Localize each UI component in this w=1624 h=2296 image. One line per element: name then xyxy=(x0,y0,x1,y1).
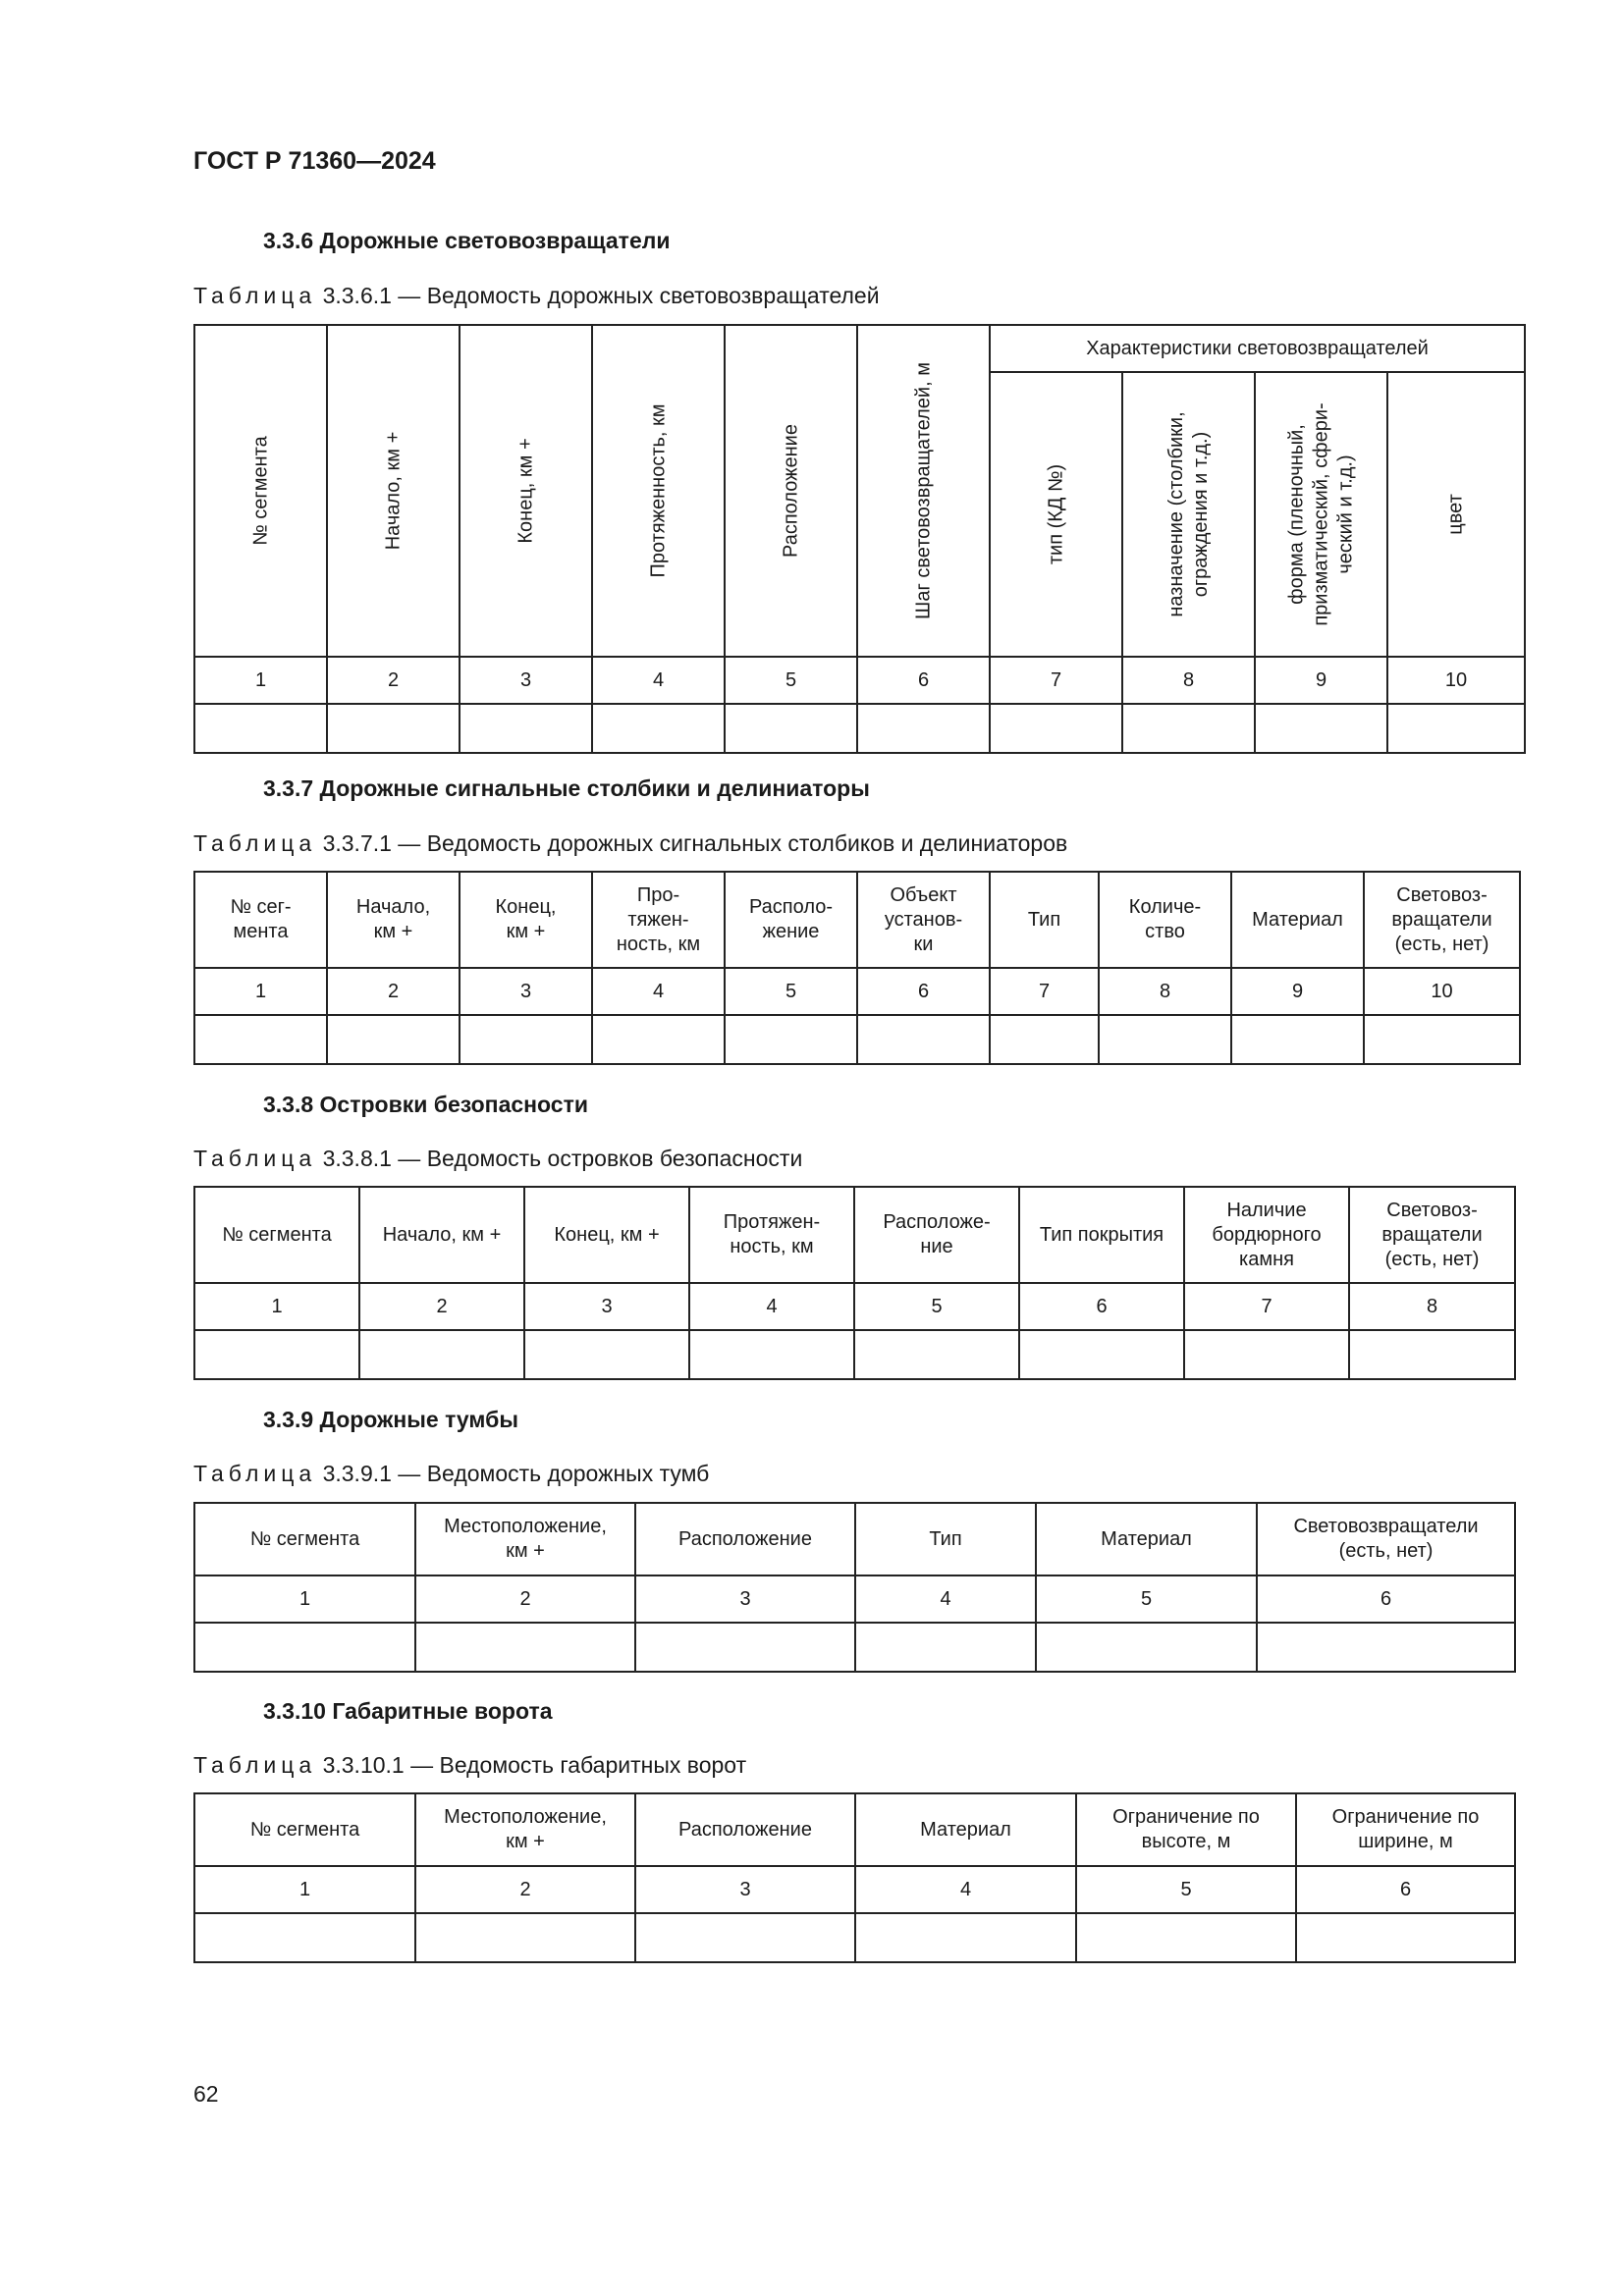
empty-cell xyxy=(857,1015,990,1064)
column-header: Объект установ- ки xyxy=(857,872,990,968)
column-number: 5 xyxy=(725,657,857,704)
table-caption-3-3-10-1 xyxy=(193,1752,746,1779)
caption-text: 3.3.9.1 — Ведомость дорожных тумб xyxy=(316,1461,710,1486)
column-header: Располо- жение xyxy=(725,872,857,968)
empty-cell xyxy=(855,1913,1076,1962)
column-number: 5 xyxy=(1076,1866,1296,1913)
caption-text: 3.3.8.1 — Ведомость островков безопасности xyxy=(316,1146,803,1171)
empty-cell xyxy=(1099,1015,1231,1064)
column-header xyxy=(460,325,592,657)
column-header: Местоположение, км + xyxy=(415,1793,635,1866)
table-caption-3-3-7-1 xyxy=(193,830,1067,857)
column-number: 9 xyxy=(1255,657,1387,704)
column-number: 4 xyxy=(592,968,725,1015)
column-header: Расположе- ние xyxy=(854,1187,1019,1283)
column-number: 1 xyxy=(194,968,327,1015)
column-header: № сегмента xyxy=(194,1793,415,1866)
column-header xyxy=(990,372,1122,657)
column-number: 6 xyxy=(857,657,990,704)
empty-cell xyxy=(1296,1913,1515,1962)
header-rotator xyxy=(1256,373,1386,656)
column-header: Протяжен- ность, км xyxy=(689,1187,854,1283)
column-number: 8 xyxy=(1349,1283,1515,1330)
column-header: Конец, км + xyxy=(460,872,592,968)
column-header-label: Протяженность, км xyxy=(647,403,669,578)
table-3-3-8-1 xyxy=(193,1186,1516,1380)
header-rotator xyxy=(858,326,989,656)
empty-cell xyxy=(592,1015,725,1064)
column-number: 3 xyxy=(460,657,592,704)
caption-prefix: Таблица xyxy=(193,1461,317,1486)
column-header-label: Шаг световозвращателей, м xyxy=(912,362,934,619)
empty-cell xyxy=(415,1623,635,1672)
column-header xyxy=(857,325,990,657)
empty-cell xyxy=(1257,1623,1515,1672)
column-header xyxy=(1122,372,1255,657)
column-number: 3 xyxy=(635,1866,855,1913)
column-header: Тип xyxy=(990,872,1099,968)
table-3-3-9-1 xyxy=(193,1502,1516,1673)
empty-cell xyxy=(359,1330,524,1379)
column-number: 7 xyxy=(990,657,1122,704)
section-title-3-3-9: 3.3.9 Дорожные тумбы xyxy=(263,1407,518,1432)
column-header xyxy=(194,325,327,657)
caption-prefix: Таблица xyxy=(193,1146,317,1171)
column-header-label: Начало, км + xyxy=(382,431,404,551)
header-rotator xyxy=(726,326,856,656)
column-header-label: Конец, км + xyxy=(514,438,536,544)
column-number: 2 xyxy=(415,1866,635,1913)
column-number: 5 xyxy=(1036,1575,1257,1623)
column-number: 7 xyxy=(1184,1283,1349,1330)
column-header xyxy=(1387,372,1525,657)
table-caption-3-3-8-1 xyxy=(193,1146,802,1172)
column-header: Ограничение по ширине, м xyxy=(1296,1793,1515,1866)
column-number: 3 xyxy=(524,1283,689,1330)
empty-cell xyxy=(524,1330,689,1379)
column-header: Материал xyxy=(1231,872,1364,968)
caption-prefix: Таблица xyxy=(193,283,317,308)
empty-cell xyxy=(855,1623,1036,1672)
column-header: Местоположение, км + xyxy=(415,1503,635,1575)
header-rotator xyxy=(328,326,459,656)
column-header-label: № сегмента xyxy=(249,436,271,546)
column-number: 6 xyxy=(1257,1575,1515,1623)
empty-cell xyxy=(725,1015,857,1064)
column-header xyxy=(725,325,857,657)
empty-cell xyxy=(1231,1015,1364,1064)
empty-cell xyxy=(1036,1623,1257,1672)
empty-cell xyxy=(194,1623,415,1672)
column-number: 1 xyxy=(194,657,327,704)
empty-cell xyxy=(460,1015,592,1064)
header-rotator xyxy=(460,326,591,656)
column-number: 4 xyxy=(592,657,725,704)
empty-cell xyxy=(1387,704,1525,753)
table-caption-3-3-6-1 xyxy=(193,283,880,309)
header-rotator xyxy=(195,326,326,656)
column-header: № сегмента xyxy=(194,1187,359,1283)
caption-text: 3.3.7.1 — Ведомость дорожных сигнальных столбиков и делиниаторов xyxy=(316,830,1068,856)
column-header: Количе- ство xyxy=(1099,872,1231,968)
column-number: 4 xyxy=(855,1866,1076,1913)
empty-cell xyxy=(990,704,1122,753)
column-number: 5 xyxy=(854,1283,1019,1330)
column-header: Расположение xyxy=(635,1793,855,1866)
empty-cell xyxy=(194,1913,415,1962)
section-title-3-3-10: 3.3.10 Габаритные ворота xyxy=(263,1698,553,1724)
table-3-3-10-1 xyxy=(193,1792,1516,1963)
column-number: 4 xyxy=(689,1283,854,1330)
column-number: 3 xyxy=(635,1575,855,1623)
column-header-label: форма (пленочный, призматический, сфери- ческий и т.д.) xyxy=(1285,402,1356,626)
column-header: Материал xyxy=(855,1793,1076,1866)
section-title-3-3-6: 3.3.6 Дорожные световозвращатели xyxy=(263,228,671,253)
column-number: 8 xyxy=(1122,657,1255,704)
column-number: 6 xyxy=(857,968,990,1015)
empty-cell xyxy=(725,704,857,753)
section-title-3-3-7: 3.3.7 Дорожные сигнальные столбики и делиниаторы xyxy=(263,775,870,801)
empty-cell xyxy=(689,1330,854,1379)
column-number: 10 xyxy=(1387,657,1525,704)
column-number: 2 xyxy=(327,657,460,704)
column-number: 2 xyxy=(415,1575,635,1623)
column-number: 5 xyxy=(725,968,857,1015)
column-number: 9 xyxy=(1231,968,1364,1015)
column-number: 6 xyxy=(1296,1866,1515,1913)
empty-cell xyxy=(327,1015,460,1064)
header-rotator xyxy=(1123,373,1254,656)
header-rotator xyxy=(593,326,724,656)
empty-cell xyxy=(327,704,460,753)
column-number: 4 xyxy=(855,1575,1036,1623)
empty-cell xyxy=(1184,1330,1349,1379)
table-3-3-7-1 xyxy=(193,871,1521,1065)
column-number: 2 xyxy=(327,968,460,1015)
table-3-3-6-1 xyxy=(193,324,1526,754)
column-number: 7 xyxy=(990,968,1099,1015)
column-number: 1 xyxy=(194,1575,415,1623)
empty-cell xyxy=(194,1015,327,1064)
document-header: ГОСТ Р 71360—2024 xyxy=(193,147,436,175)
column-header: № сегмента xyxy=(194,1503,415,1575)
column-number: 3 xyxy=(460,968,592,1015)
column-header: Наличие бордюрного камня xyxy=(1184,1187,1349,1283)
column-header: Световоз- вращатели (есть, нет) xyxy=(1364,872,1520,968)
column-header: Ограничение по высоте, м xyxy=(1076,1793,1296,1866)
column-header xyxy=(592,325,725,657)
empty-cell xyxy=(635,1913,855,1962)
group-header-reflector-characteristics: Характеристики световозвращателей xyxy=(990,325,1525,372)
empty-cell xyxy=(990,1015,1099,1064)
column-number: 6 xyxy=(1019,1283,1184,1330)
column-header: Конец, км + xyxy=(524,1187,689,1283)
header-rotator xyxy=(1388,373,1524,656)
column-header-label: Расположение xyxy=(780,424,801,558)
column-header: Расположение xyxy=(635,1503,855,1575)
empty-cell xyxy=(857,704,990,753)
empty-cell xyxy=(854,1330,1019,1379)
column-header: Про- тяжен- ность, км xyxy=(592,872,725,968)
column-number: 1 xyxy=(194,1866,415,1913)
empty-cell xyxy=(460,704,592,753)
column-header-label: тип (КД №) xyxy=(1045,463,1066,565)
column-header: Световоз- вращатели (есть, нет) xyxy=(1349,1187,1515,1283)
column-header-label: цвет xyxy=(1444,494,1467,535)
column-number: 2 xyxy=(359,1283,524,1330)
header-rotator xyxy=(991,373,1121,656)
empty-cell xyxy=(1255,704,1387,753)
column-header: Материал xyxy=(1036,1503,1257,1575)
caption-prefix: Таблица xyxy=(193,1752,317,1778)
table-caption-3-3-9-1 xyxy=(193,1461,709,1487)
column-header: № сег- мента xyxy=(194,872,327,968)
column-header-label: назначение (столбики, ограждения и т.д.) xyxy=(1164,411,1212,617)
column-header xyxy=(1255,372,1387,657)
empty-cell xyxy=(1349,1330,1515,1379)
empty-cell xyxy=(194,704,327,753)
column-header: Тип покрытия xyxy=(1019,1187,1184,1283)
column-number: 8 xyxy=(1099,968,1231,1015)
column-number: 1 xyxy=(194,1283,359,1330)
column-header: Тип xyxy=(855,1503,1036,1575)
caption-text: 3.3.10.1 — Ведомость габаритных ворот xyxy=(316,1752,747,1778)
empty-cell xyxy=(194,1330,359,1379)
column-header: Начало, км + xyxy=(327,872,460,968)
caption-text: 3.3.6.1 — Ведомость дорожных световозвращателей xyxy=(316,283,880,308)
column-header xyxy=(327,325,460,657)
empty-cell xyxy=(1019,1330,1184,1379)
section-title-3-3-8: 3.3.8 Островки безопасности xyxy=(263,1092,588,1117)
column-header: Начало, км + xyxy=(359,1187,524,1283)
empty-cell xyxy=(1076,1913,1296,1962)
empty-cell xyxy=(592,704,725,753)
caption-prefix: Таблица xyxy=(193,830,317,856)
empty-cell xyxy=(1122,704,1255,753)
empty-cell xyxy=(1364,1015,1520,1064)
empty-cell xyxy=(415,1913,635,1962)
column-number: 10 xyxy=(1364,968,1520,1015)
column-header: Световозвращатели (есть, нет) xyxy=(1257,1503,1515,1575)
empty-cell xyxy=(635,1623,855,1672)
page-number: 62 xyxy=(193,2081,219,2107)
